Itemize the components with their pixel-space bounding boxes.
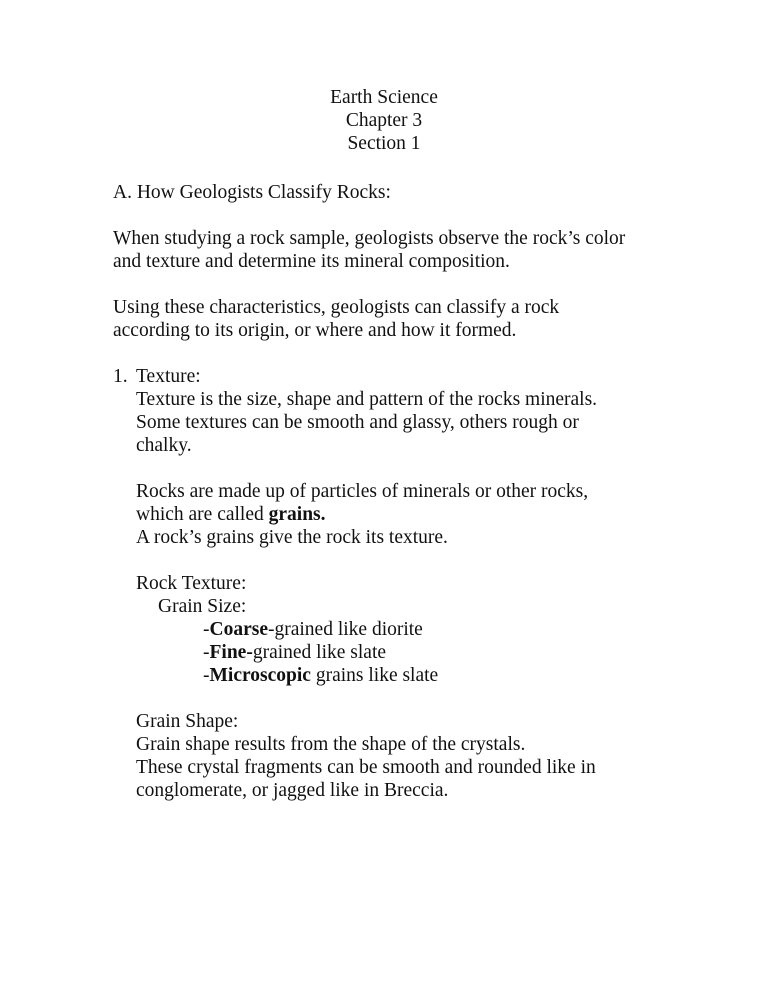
dash: -: [203, 665, 210, 686]
text-span: grained like slate: [252, 642, 387, 663]
text-span: -grained like diorite: [267, 619, 423, 640]
list-number: 1.: [113, 366, 128, 387]
term-fine: Fine-: [209, 642, 253, 663]
paragraph-line: When studying a rock sample, geologists observe the rock’s color: [113, 228, 626, 249]
grain-size-item: [203, 664, 438, 687]
term-grains: grains.: [268, 504, 326, 525]
paragraph-line: according to its origin, or where and how it formed.: [113, 320, 517, 341]
paragraph-line: Texture is the size, shape and pattern of the rocks minerals.: [136, 389, 598, 410]
document-header: [0, 86, 768, 155]
section-label: Section 1: [347, 133, 421, 154]
dash: -: [203, 619, 210, 640]
text-span: which are called: [136, 504, 269, 525]
paragraph-line: Grain shape results from the shape of the crystals.: [136, 734, 526, 755]
text-span: grains like slate: [310, 665, 439, 686]
dash: -: [203, 642, 210, 663]
paragraph-line: These crystal fragments can be smooth and rounded like in: [136, 757, 596, 778]
grain-size-item: [203, 618, 423, 641]
paragraph-line: Rocks are made up of particles of minerals or other rocks,: [136, 481, 589, 502]
term-coarse: Coarse: [209, 619, 268, 640]
item-title: Texture:: [136, 366, 201, 387]
term-microscopic: Microscopic: [209, 665, 311, 686]
grain-size-label: Grain Size:: [158, 596, 247, 617]
paragraph-line: Some textures can be smooth and glassy, others rough or: [136, 412, 579, 433]
paragraph-line: Using these characteristics, geologists can classify a rock: [113, 297, 560, 318]
paragraph-line: [136, 503, 326, 526]
section-a-heading: A. How Geologists Classify Rocks:: [113, 182, 391, 203]
rock-texture-label: Rock Texture:: [136, 573, 247, 594]
grain-shape-label: Grain Shape:: [136, 711, 239, 732]
paragraph-line: conglomerate, or jagged like in Breccia.: [136, 780, 449, 801]
paragraph-line: and texture and determine its mineral composition.: [113, 251, 510, 272]
chapter-label: Chapter 3: [345, 110, 423, 131]
course-title: Earth Science: [330, 87, 438, 108]
grain-size-item: [203, 641, 386, 664]
paragraph-line: chalky.: [136, 435, 192, 456]
paragraph-line: A rock’s grains give the rock its texture.: [136, 527, 448, 548]
